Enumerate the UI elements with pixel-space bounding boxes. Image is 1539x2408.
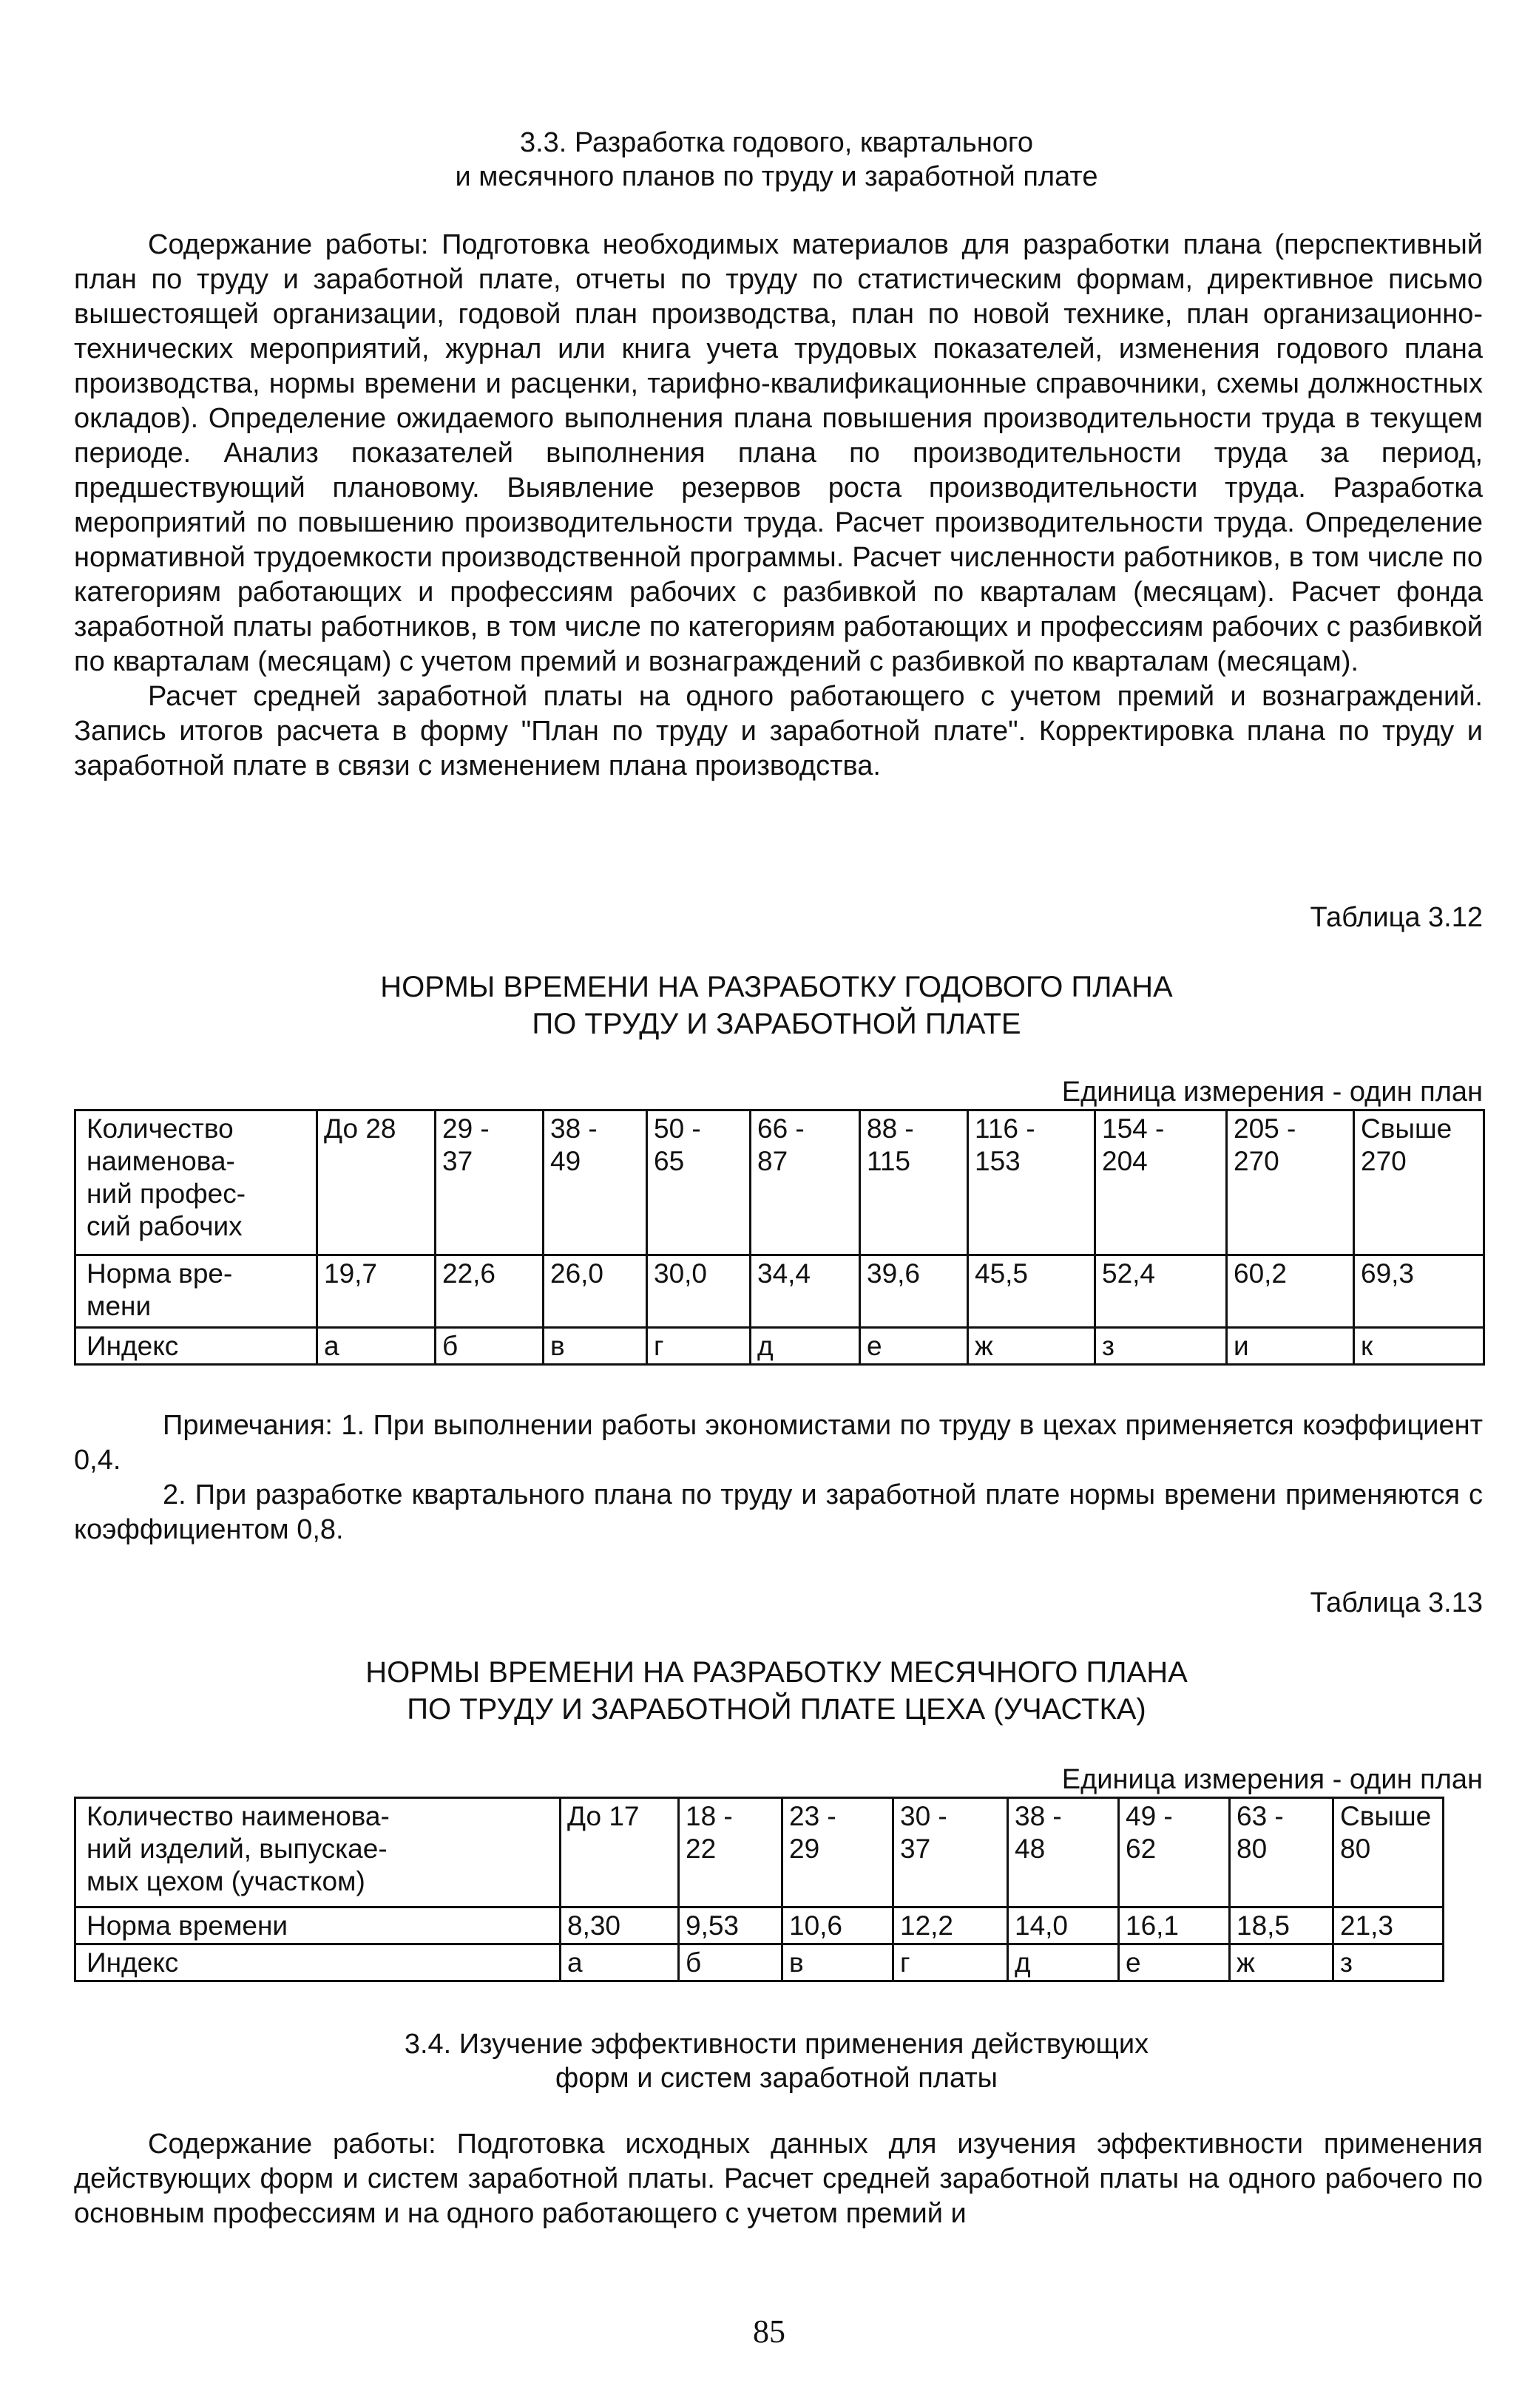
- cell-line: 205 -: [1234, 1113, 1296, 1144]
- table-3-12-norm-cell: 34,4: [751, 1255, 860, 1328]
- cell-line: 30 -: [900, 1801, 947, 1831]
- cell-line: 29 -: [442, 1113, 490, 1144]
- table-3-13-range-cell: [1008, 1798, 1119, 1907]
- table-3-13-title: [185, 1654, 1368, 1728]
- cell-line: ний изделий, выпускае-: [87, 1834, 388, 1864]
- cell-line: 22: [686, 1834, 717, 1864]
- table-3-13-index-row: [75, 1944, 1444, 1981]
- cell-line: Норма вре-: [87, 1258, 233, 1289]
- table-3-12-range-cell: [751, 1110, 860, 1255]
- table-3-12-range-cell: [647, 1110, 751, 1255]
- table-3-13-norm-cell: 14,0: [1008, 1907, 1119, 1944]
- cell-line: 49 -: [1126, 1801, 1173, 1831]
- table-3-12-range-row: [75, 1110, 1484, 1255]
- section-3-3-title-line-2: и месячного планов по труду и заработной плате: [455, 161, 1098, 192]
- cell-line: ний профес-: [87, 1178, 246, 1209]
- table-3-12-range-cell: [1227, 1110, 1354, 1255]
- table-3-12-index-cell: г: [647, 1328, 751, 1365]
- table-3-12-index-cell: д: [751, 1328, 860, 1365]
- cell-line: 115: [867, 1146, 910, 1176]
- section-3-3-title-line-1: 3.3. Разработка годового, квартального: [519, 127, 1034, 158]
- table-3-13-unit: Единица измерения - один план: [1061, 1764, 1483, 1795]
- cell-line: 270: [1361, 1146, 1407, 1176]
- cell-line: 116 -: [975, 1113, 1035, 1144]
- table-3-13-norm-cell: 18,5: [1230, 1907, 1333, 1944]
- table-3-12-norm-cell: 22,6: [436, 1255, 544, 1328]
- table-3-12-index-cell: в: [544, 1328, 647, 1365]
- table-3-12-norm-cell: 30,0: [647, 1255, 751, 1328]
- cell-line: сий рабочих: [87, 1211, 243, 1241]
- cell-line: 48: [1015, 1834, 1046, 1864]
- cell-line: 49: [550, 1146, 581, 1176]
- cell-line: До 17: [567, 1801, 640, 1831]
- table-3-13-norm-cell: 10,6: [782, 1907, 893, 1944]
- table-3-13-norm-cell: 16,1: [1119, 1907, 1230, 1944]
- table-3-13-range-row: [75, 1798, 1444, 1907]
- table-3-12-norm-cell: 26,0: [544, 1255, 647, 1328]
- cell-line: 88 -: [867, 1113, 914, 1144]
- table-3-13-range-cell: [679, 1798, 782, 1907]
- table-3-13-range-cell: [1119, 1798, 1230, 1907]
- table-3-12-header-count: [75, 1110, 317, 1255]
- table-3-13-index-cell: а: [561, 1944, 679, 1981]
- cell-line: Количество наименова-: [87, 1801, 390, 1831]
- note-2: 2. При разработке квартального плана по труду и заработной плате нормы времени применяются с коэффициентом 0,8.: [74, 1479, 1483, 1545]
- table-3-13: [74, 1797, 1444, 1982]
- cell-line: 38 -: [1015, 1801, 1062, 1831]
- table-3-13-norm-cell: 12,2: [893, 1907, 1008, 1944]
- cell-line: 270: [1234, 1146, 1279, 1176]
- section-3-4-content: [74, 2127, 1483, 2231]
- table-3-12-range-cell: [1354, 1110, 1484, 1255]
- table-3-13-index-cell: б: [679, 1944, 782, 1981]
- table-3-12-notes: [74, 1408, 1483, 1547]
- cell-line: наименова-: [87, 1146, 235, 1176]
- cell-line: 66 -: [757, 1113, 805, 1144]
- cell-line: 38 -: [550, 1113, 598, 1144]
- table-3-12-title-line-1: НОРМЫ ВРЕМЕНИ НА РАЗРАБОТКУ ГОДОВОГО ПЛАНА: [380, 971, 1173, 1003]
- table-3-12-index-cell: е: [860, 1328, 968, 1365]
- table-3-13-index-cell: в: [782, 1944, 893, 1981]
- section-3-4-title-line-2: форм и систем заработной платы: [555, 2063, 998, 2094]
- table-3-13-index-cell: з: [1333, 1944, 1444, 1981]
- cell-line: 80: [1340, 1834, 1371, 1864]
- table-3-13-norm-cell: 8,30: [561, 1907, 679, 1944]
- content-text: Подготовка необходимых материалов для разработки плана (перспективный план по труду и заработной плате, отчеты по труду по статистическим формам, директивное письмо вышестоящей организации, годовой план производства, план по новой технике, план организационно-технических мероприятий, журнал или книга учета трудовых показателей, изменения годового плана производства, нормы времени и расценки, тарифно-квалификационные справочники, схемы должностных окладов). Определение ожидаемого выполнения плана повышения производительности труда в текущем периоде. Анализ показателей выполнения плана по производительности труда за период, предшествующий плановому. Выявление резервов роста производительности труда. Разработка мероприятий по повышению производительности труда. Расчет производительности труда. Определение нормативной трудоемкости производственной программы. Расчет численности работников, в том числе по категориям работающих и профессиям рабочих с разбивкой по кварталам (месяцам). Расчет фонда заработной платы работников, в том числе по категориям работающих и профессиям рабочих с разбивкой по кварталам (месяцам) с учетом премий и вознаграждений с разбивкой по кварталам (месяцам).: [74, 229, 1483, 677]
- table-3-13-norm-row: [75, 1907, 1444, 1944]
- table-3-12: [74, 1109, 1485, 1366]
- cell-line: Свыше: [1361, 1113, 1452, 1144]
- table-3-12-norm-cell: 60,2: [1227, 1255, 1354, 1328]
- table-3-13-range-cell: [1230, 1798, 1333, 1907]
- table-3-12-range-cell: [860, 1110, 968, 1255]
- table-3-13-range-cell: [1333, 1798, 1444, 1907]
- section-3-4-paragraph: [74, 2127, 1483, 2231]
- section-3-3-title: [222, 126, 1331, 194]
- cell-line: мени: [87, 1291, 152, 1321]
- table-3-13-caption: Таблица 3.13: [1310, 1587, 1483, 1618]
- table-3-13-title-line-1: НОРМЫ ВРЕМЕНИ НА РАЗРАБОТКУ МЕСЯЧНОГО ПЛАНА: [365, 1656, 1188, 1689]
- table-3-12-norm-cell: 69,3: [1354, 1255, 1484, 1328]
- cell-line: 63 -: [1237, 1801, 1284, 1831]
- table-3-12-range-cell: [317, 1110, 436, 1255]
- cell-line: Количество: [87, 1113, 234, 1144]
- table-3-12-range-cell: [968, 1110, 1095, 1255]
- table-3-13-header-index: Индекс: [75, 1944, 561, 1981]
- content-text: Подготовка исходных данных для изучения эффективности применения действующих форм и систем заработной платы. Расчет средней заработной платы на одного рабочего по основным профессиям и на одного работающего с учетом премий и: [74, 2129, 1483, 2229]
- cell-line: 37: [900, 1834, 931, 1864]
- section-3-3-paragraph-1: [74, 228, 1483, 679]
- table-3-12-range-cell: [1095, 1110, 1227, 1255]
- cell-line: 62: [1126, 1834, 1157, 1864]
- cell-line: 153: [975, 1146, 1021, 1176]
- table-3-12-norm-row: [75, 1255, 1484, 1328]
- cell-line: 50 -: [654, 1113, 701, 1144]
- cell-line: 65: [654, 1146, 685, 1176]
- table-3-12-unit: Единица измерения - один план: [1061, 1076, 1483, 1108]
- note-1: Примечания: 1. При выполнении работы экономистами по труду в цехах применяется коэффициент 0,4.: [74, 1410, 1483, 1476]
- table-3-12-index-cell: к: [1354, 1328, 1484, 1365]
- cell-line: 154 -: [1102, 1113, 1165, 1144]
- table-3-12-norm-cell: 19,7: [317, 1255, 436, 1328]
- table-3-12-range-cell: [436, 1110, 544, 1255]
- table-3-12-index-cell: б: [436, 1328, 544, 1365]
- table-3-13-header-norm: Норма времени: [75, 1907, 561, 1944]
- table-3-12-title-line-2: ПО ТРУДУ И ЗАРАБОТНОЙ ПЛАТЕ: [532, 1008, 1021, 1040]
- table-3-12-caption: Таблица 3.12: [1310, 902, 1483, 933]
- table-3-13-range-cell: [893, 1798, 1008, 1907]
- table-3-13-index-cell: ж: [1230, 1944, 1333, 1981]
- table-3-12-header-index: Индекс: [75, 1328, 317, 1365]
- table-3-12-title: [185, 969, 1368, 1042]
- table-3-13-range-cell: [782, 1798, 893, 1907]
- section-3-4-title: [222, 2027, 1331, 2095]
- page-number: 85: [753, 2313, 785, 2350]
- table-3-13-header-count: [75, 1798, 561, 1907]
- cell-line: 87: [757, 1146, 788, 1176]
- content-label: Содержание работы:: [148, 2129, 457, 2160]
- table-3-12-range-cell: [544, 1110, 647, 1255]
- table-3-12-index-cell: ж: [968, 1328, 1095, 1365]
- section-3-3-content: [74, 228, 1483, 784]
- table-3-12-index-cell: и: [1227, 1328, 1354, 1365]
- cell-line: До 28: [324, 1113, 396, 1144]
- table-3-12-header-norm: [75, 1255, 317, 1328]
- table-3-13-index-cell: е: [1119, 1944, 1230, 1981]
- cell-line: 18 -: [686, 1801, 733, 1831]
- section-3-4-title-line-1: 3.4. Изучение эффективности применения действующих: [404, 2029, 1149, 2060]
- table-3-12-norm-cell: 52,4: [1095, 1255, 1227, 1328]
- cell-line: 204: [1102, 1146, 1148, 1176]
- table-3-13-norm-cell: 9,53: [679, 1907, 782, 1944]
- cell-line: 37: [442, 1146, 473, 1176]
- table-3-12-index-row: [75, 1328, 1484, 1365]
- table-3-13-title-line-2: ПО ТРУДУ И ЗАРАБОТНОЙ ПЛАТЕ ЦЕХА (УЧАСТКА): [407, 1693, 1146, 1726]
- cell-line: 23 -: [789, 1801, 836, 1831]
- table-3-12-index-cell: а: [317, 1328, 436, 1365]
- cell-line: 29: [789, 1834, 820, 1864]
- content-label: Содержание работы:: [148, 229, 442, 260]
- table-3-13-range-cell: [561, 1798, 679, 1907]
- table-3-12-norm-cell: 45,5: [968, 1255, 1095, 1328]
- table-3-12-index-cell: з: [1095, 1328, 1227, 1365]
- section-3-3-paragraph-2: Расчет средней заработной платы на одного работающего с учетом премий и вознаграждений. Запись итогов расчета в форму "План по труду и заработной плате". Корректировка плана по труду и заработной плате в связи с изменением плана производства.: [74, 681, 1483, 781]
- table-3-13-index-cell: д: [1008, 1944, 1119, 1981]
- table-3-13-index-cell: г: [893, 1944, 1008, 1981]
- table-3-12-norm-cell: 39,6: [860, 1255, 968, 1328]
- cell-line: Свыше: [1340, 1801, 1432, 1831]
- table-3-13-norm-cell: 21,3: [1333, 1907, 1444, 1944]
- cell-line: 80: [1237, 1834, 1268, 1864]
- cell-line: мых цехом (участком): [87, 1866, 365, 1896]
